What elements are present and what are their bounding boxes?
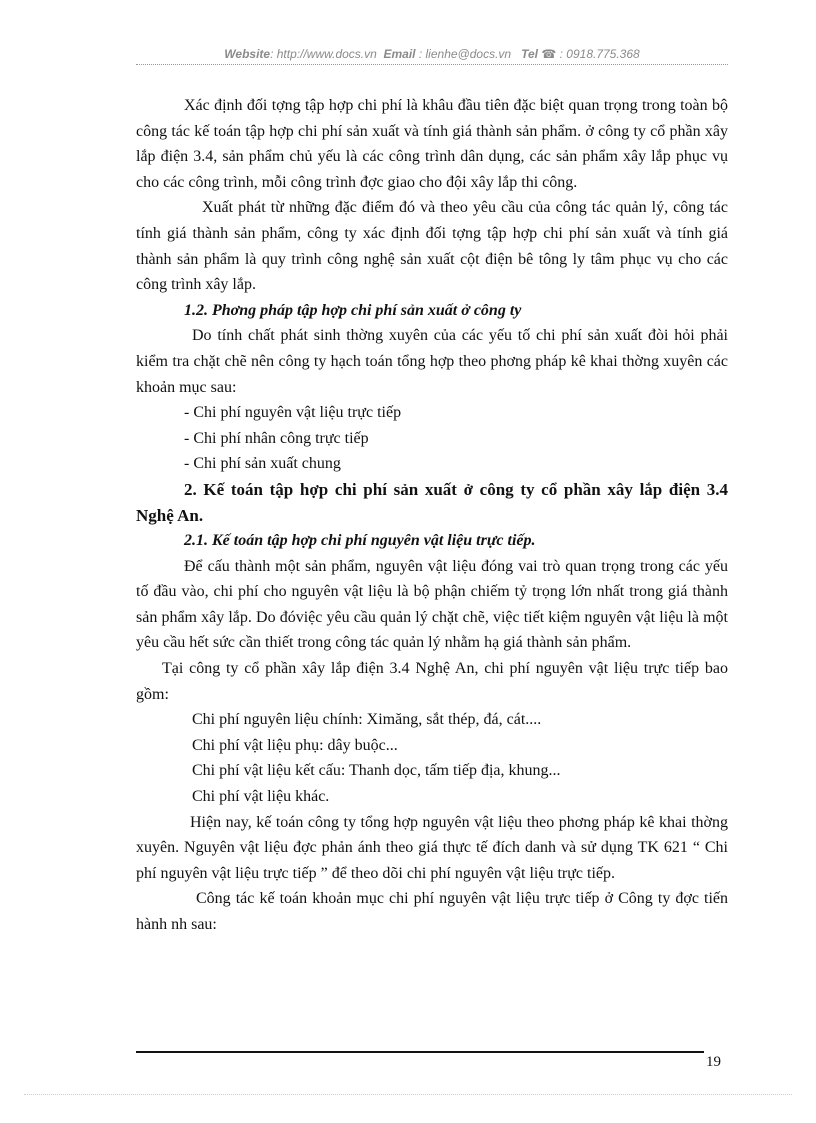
list-item: - Chi phí sản xuất chung [184,455,341,473]
email-label: Email [383,47,416,61]
email-value: : lienhe@docs.vn [418,47,512,61]
list-item: - Chi phí nhân công trực tiếp [184,429,369,447]
list-item: Chi phí vật liệu kết cấu: Thanh dọc, tấm tiếp địa, khung... [192,762,561,780]
page-body [136,93,728,938]
section-heading-2: 2. Kế toán tập hợp chi phí sản xuất ở công ty cổ phần xây lắp điện 3.4 Nghệ An. [136,479,728,525]
list-item: Chi phí vật liệu khác. [192,788,330,806]
list-item: Chi phí vật liệu phụ: dây buộc... [192,736,398,754]
section-heading-2-1: 2.1. Kế toán tập hợp chi phí nguyên vật liệu trực tiếp. [184,532,536,550]
section-heading-1-2: 1.2. Phơng pháp tập hợp chi phí sản xuất ở công ty [184,301,522,319]
paragraph-2: Xuất phát từ những đặc điểm đó và theo yêu cầu của công tác quản lý, công tác tính giá thành sản phẩm, công ty xác định đối tợng tập hợp chi phí sản xuất và tính giá thành sản phẩm là quy trình công nghệ sản xuất cột điện bê tông ly tâm phục vụ cho các công trình xây lắp. [136,199,728,294]
page-header [136,47,728,61]
website-label: Website [224,47,271,61]
list-item: - Chi phí nguyên vật liệu trực tiếp [184,404,402,422]
paragraph-7: Công tác kế toán khoản mục chi phí nguyên vật liệu trực tiếp ở Công ty đợc tiến hành nh sau: [136,890,728,933]
tel-label: Tel [521,47,538,61]
website-value: : http://www.docs.vn [270,47,377,61]
list-item: Chi phí nguyên liệu chính: Ximăng, sắt thép, đá, cát.... [192,711,542,729]
paragraph-1: Xác định đối tợng tập hợp chi phí là khâu đầu tiên đặc biệt quan trọng trong toàn bộ công tác kế toán tập hợp chi phí sản xuất và tính giá thành sản phẩm. ở công ty cổ phần xây lắp điện 3.4, sản phẩm chủ yếu là các công trình dân dụng, các sản phẩm xây lắp phục vụ cho các công trình, mỗi công trình đợc giao cho đội xây lắp thi công. [136,97,728,191]
paragraph-5: Tại công ty cổ phần xây lắp điện 3.4 Nghệ An, chi phí nguyên vật liệu trực tiếp bao gồm: [136,660,728,703]
paragraph-6: Hiện nay, kế toán công ty tổng hợp nguyên vật liệu theo phơng pháp kê khai thờng xuyên. Nguyên vật liệu đợc phản ánh theo giá thực tế đích danh và sử dụng TK 621 “ Chi phí nguyên vật liệu trực tiếp ” để theo dõi chi phí nguyên vật liệu trực tiếp. [136,813,728,882]
paragraph-4: Để cấu thành một sản phẩm, nguyên vật liệu đóng vai trò quan trọng trong các yếu tố đầu vào, chi phí cho nguyên vật liệu là bộ phận chiếm tỷ trọng lớn nhất trong giá thành sản phẩm xây lắp. Do đóviệc yêu cầu quản lý chặt chẽ, việc tiết kiệm nguyên vật liệu là một yêu cầu hết sức cần thiết trong công tác quản lý nhằm hạ giá thành sản phẩm. [136,557,728,652]
footer-divider [136,1051,704,1053]
page-number: 19 [706,1054,721,1070]
header-divider [136,64,728,65]
paragraph-3: Do tính chất phát sinh thờng xuyên của các yếu tố chi phí sản xuất đòi hỏi phải kiểm tra chặt chẽ nên công ty hạch toán tổng hợp theo phơng pháp kê khai thờng xuyên các khoản mục sau: [136,327,728,396]
tel-value: ☎ : 0918.775.368 [541,47,640,61]
page-bottom-border [24,1094,792,1095]
